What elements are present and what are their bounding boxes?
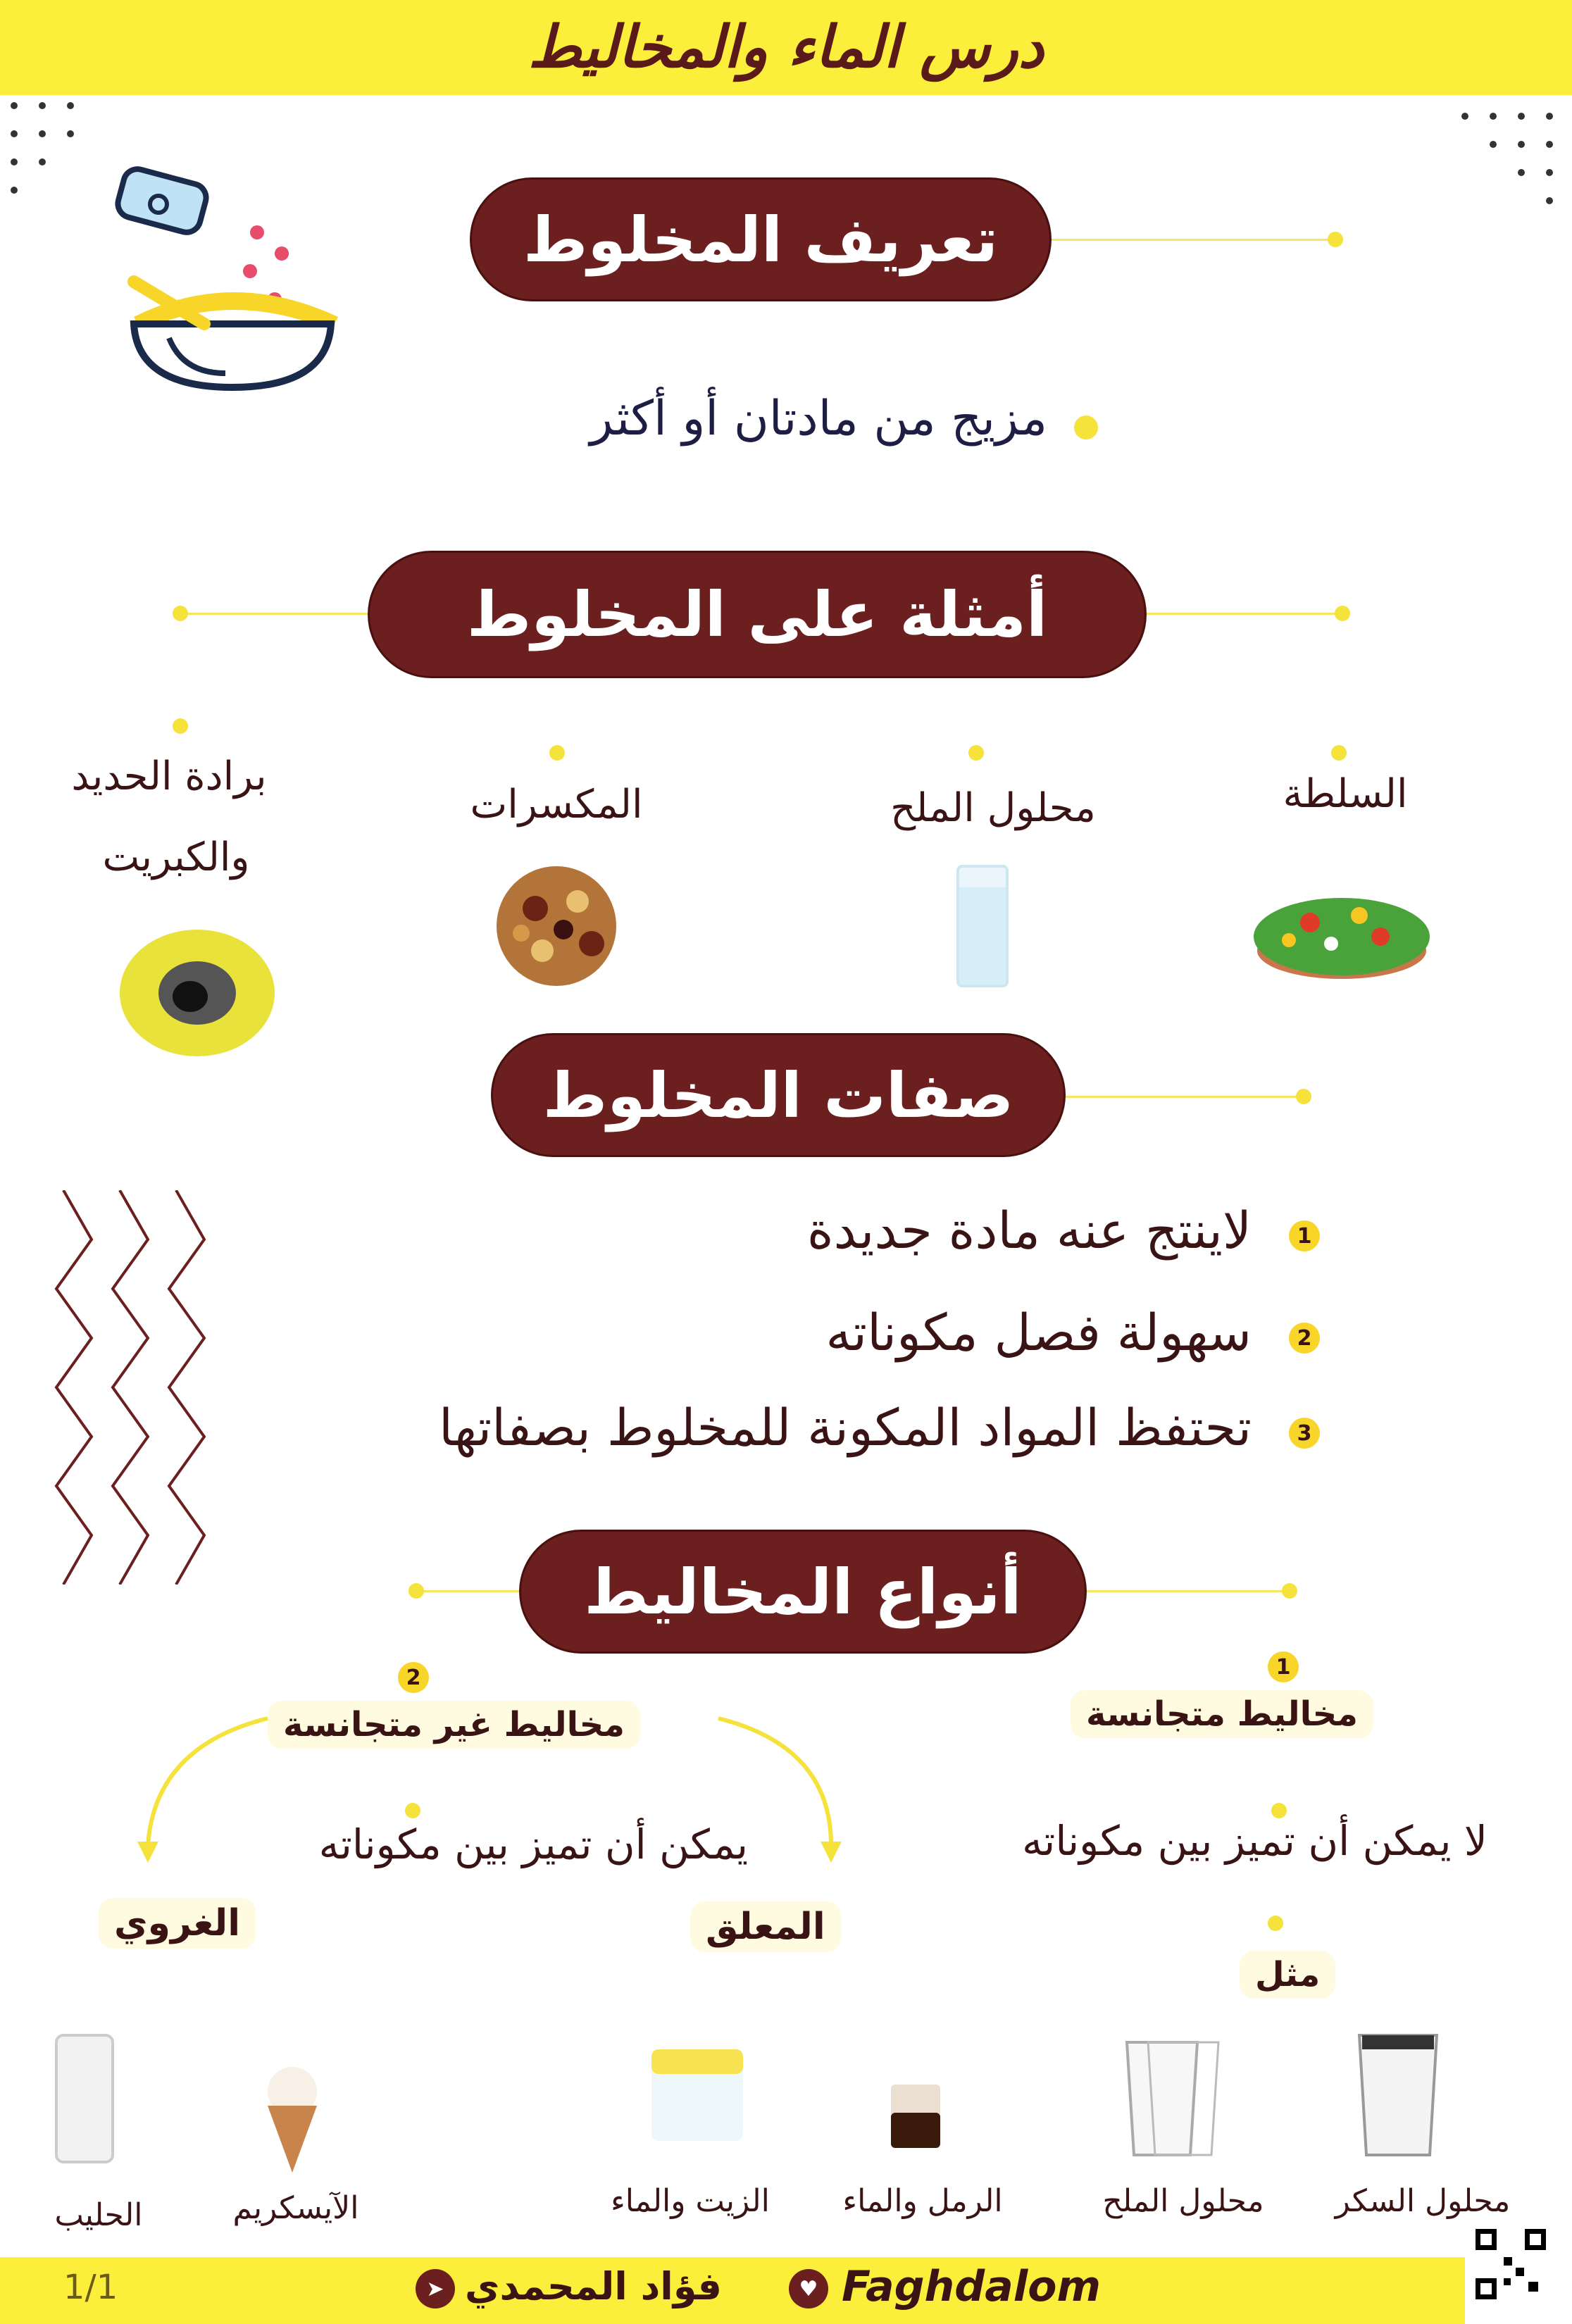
homogeneous-label: مخاليط متجانسة (1071, 1690, 1373, 1738)
nuts-icon (486, 859, 627, 993)
page-title: درس الماء والمخاليط (528, 14, 1044, 81)
bullet-dot (1328, 232, 1343, 247)
bullet-dot (968, 745, 984, 761)
bottom-label-sugar-solution: محلول السكر (1335, 2183, 1511, 2219)
sand-water-cup-icon (884, 2078, 947, 2155)
twitter-icon: ♥ (789, 2269, 828, 2309)
ice-cream-cone-icon (254, 2063, 331, 2176)
bullet-dot (1271, 1803, 1287, 1818)
example-label-iron-sulfur-2: والكبريت (102, 835, 250, 880)
example-label-salt-solution: محلول الملح (890, 785, 1096, 831)
bullet-dot (1282, 1583, 1297, 1599)
oil-water-icon (644, 2042, 750, 2148)
decorative-zigzag (42, 1190, 225, 1585)
definition-text: مزيج من مادتان أو أكثر (590, 391, 1047, 446)
property-text-1: لاينتج عنه مادة جديدة (806, 1201, 1252, 1260)
milk-glass-icon (49, 2028, 120, 2169)
bottom-label-salt-solution: محلول الملح (1102, 2183, 1264, 2219)
bottom-label-ice-cream: الآيسكريم (232, 2190, 359, 2226)
example-label-nuts: المكسرات (470, 782, 643, 827)
bullet-dot (408, 1583, 424, 1599)
footer-page-number: 1/1 (63, 2268, 118, 2307)
heterogeneous-desc: يمكن أن تميز بين مكوناته (318, 1820, 748, 1868)
homogeneous-number: 1 (1268, 1651, 1299, 1682)
sugar-solution-glass-icon (1352, 2028, 1444, 2162)
bullet-dot (549, 745, 565, 761)
bullet-dot (405, 1803, 420, 1818)
water-glass-icon (951, 859, 1014, 993)
footer-bar (0, 2257, 1465, 2324)
mixing-bowl-icon (106, 162, 359, 394)
property-text-3: تحتفظ المواد المكونة للمخلوط بصفاتها (438, 1398, 1252, 1457)
connector-line (1042, 239, 1335, 241)
footer-author: فؤاد المحمدي (465, 2264, 723, 2309)
suspension-label: المعلق (690, 1901, 841, 1952)
connector-line (180, 613, 384, 615)
bullet-dot (173, 606, 188, 621)
heterogeneous-label: مخاليط غير متجانسة (268, 1701, 640, 1749)
decorative-dots-right (1458, 109, 1564, 222)
example-label-salad: السلطة (1283, 771, 1408, 817)
homogeneous-example-label: مثل (1240, 1951, 1335, 1999)
connector-line (1137, 613, 1342, 615)
bullet-dot (1268, 1916, 1283, 1931)
connector-line (416, 1590, 521, 1592)
bottom-label-milk: الحليب (54, 2197, 143, 2233)
bullet-dot (1331, 745, 1347, 761)
property-number-2: 2 (1289, 1323, 1320, 1354)
salad-bowl-icon (1247, 845, 1437, 993)
property-text-2: سهولة فصل مكوناته (825, 1303, 1252, 1362)
bullet-dot (1074, 416, 1098, 439)
section-title-properties: صفات المخلوط (493, 1035, 1063, 1155)
heterogeneous-number: 2 (398, 1662, 429, 1693)
property-number-3: 3 (1289, 1418, 1320, 1449)
homogeneous-desc: لا يمكن أن تميز بين مكوناته (1022, 1817, 1487, 1865)
example-label-iron-sulfur-1: برادة الحديد (71, 754, 267, 799)
bullet-dot (173, 718, 188, 734)
section-title-definition: تعريف المخلوط (472, 180, 1049, 299)
connector-line (1078, 1590, 1289, 1592)
bottom-label-oil-water: الزيت والماء (611, 2183, 770, 2219)
connector-line (1056, 1096, 1303, 1098)
bullet-dot (1335, 606, 1350, 621)
colloid-label: الغروي (99, 1898, 256, 1949)
qr-code-icon (1472, 2225, 1549, 2303)
bottom-label-sand-water: الرمل والماء (842, 2183, 1003, 2219)
telegram-icon: ➤ (416, 2269, 455, 2309)
section-title-examples: أمثلة على المخلوط (370, 553, 1144, 676)
decorative-dots-left (0, 99, 99, 211)
bullet-dot (1296, 1089, 1311, 1104)
property-number-1: 1 (1289, 1220, 1320, 1251)
footer-handle: Faghdalom (842, 2262, 1101, 2311)
section-title-types: أنواع المخاليط (521, 1532, 1085, 1651)
salt-solution-glass-icon (1120, 2035, 1225, 2162)
iron-filings-icon (113, 923, 282, 1063)
